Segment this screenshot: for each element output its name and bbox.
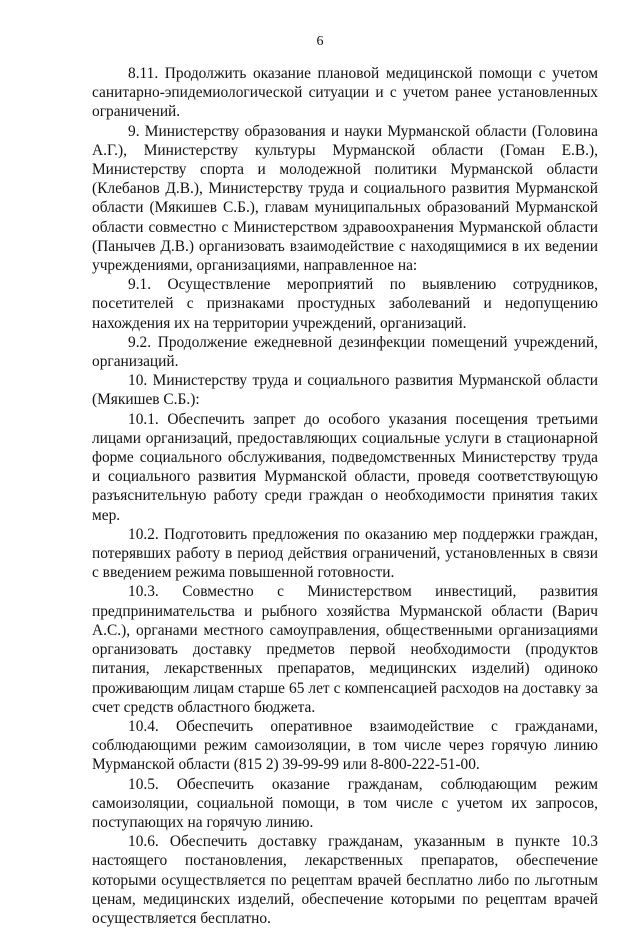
paragraph-10-3: 10.3. Совместно с Министерством инвестиций, развития предпринимательства и рыбного хозяйства Мурманской области (Варич А.С.), органами местного самоуправления, общественными организациями организовать доставку предметов первой необходимости (продуктов питания, лекарственных препаратов, медицинских изделий) одиноко проживающим лицам старше 65 лет с компенсацией расходов на доставку за счет средств областного бюджета. bbox=[92, 583, 598, 716]
paragraph-10-4: 10.4. Обеспечить оперативное взаимодействие с гражданами, соблюдающими режим самоизоляции, в том числе через горячую линию Мурманской области (815 2) 39-99-99 или 8-800-222-51-00. bbox=[92, 717, 598, 774]
paragraph-10-1: 10.1. Обеспечить запрет до особого указания посещения третьими лицами организаций, предоставляющих социальные услуги в стационарной форме социального обслуживания, подведомственных Министерству труда и социального развития Мурманской области, проведя соответствующую разъяснительную работу среди граждан о необходимости принятия таких мер. bbox=[92, 410, 598, 524]
paragraph-8-11: 8.11. Продолжить оказание плановой медицинской помощи с учетом санитарно-эпидемиологической ситуации и с учетом ранее установленных ограничений. bbox=[92, 65, 598, 121]
paragraph-9-2: 9.2. Продолжение ежедневной дезинфекции помещений учреждений, организаций. bbox=[92, 333, 598, 371]
paragraph-10-6: 10.6. Обеспечить доставку гражданам, указанным в пункте 10.3 настоящего постановления, лекарственных препаратов, обеспечение которыми осуществляется по рецептам врачей бесплатно либо по льготным ценам, медицинских изделий, обеспечение которыми по рецептам врачей осуществляется бесплатно. bbox=[92, 833, 598, 927]
paragraph-10-5: 10.5. Обеспечить оказание гражданам, соблюдающим режим самоизоляции, социальной помощи, в том числе с учетом их запросов, поступающих на горячую линию. bbox=[92, 775, 598, 831]
paragraph-10-2: 10.2. Подготовить предложения по оказанию мер поддержки граждан, потерявших работу в период действия ограничений, установленных в связи с введением режима повышенной готовности. bbox=[92, 525, 598, 582]
document-body bbox=[92, 64, 598, 928]
paragraph-9: 9. Министерству образования и науки Мурманской области (Головина А.Г.), Министерству культуры Мурманской области (Гоман Е.В.), Министерству спорта и молодежной политики Мурманской области (Клебанов Д.В.), Министерству труда и социального развития Мурманской области (Мякишев С.Б.), главам муниципальных образований Мурманской области совместно с Министерством здравоохранения Мурманской области (Панычев Д.В.) организовать взаимодействие с находящимися в их ведении учреждениями, организациями, направленное на: bbox=[92, 122, 598, 275]
paragraph-10: 10. Министерству труда и социального развития Мурманской области (Мякишев С.Б.): bbox=[92, 372, 598, 409]
page-number: 6 bbox=[316, 34, 324, 49]
paragraph-9-1: 9.1. Осуществление мероприятий по выявлению сотрудников, посетителей с признаками простудных заболеваний и недопущению нахождения их на территории учреждений, организаций. bbox=[92, 276, 598, 332]
